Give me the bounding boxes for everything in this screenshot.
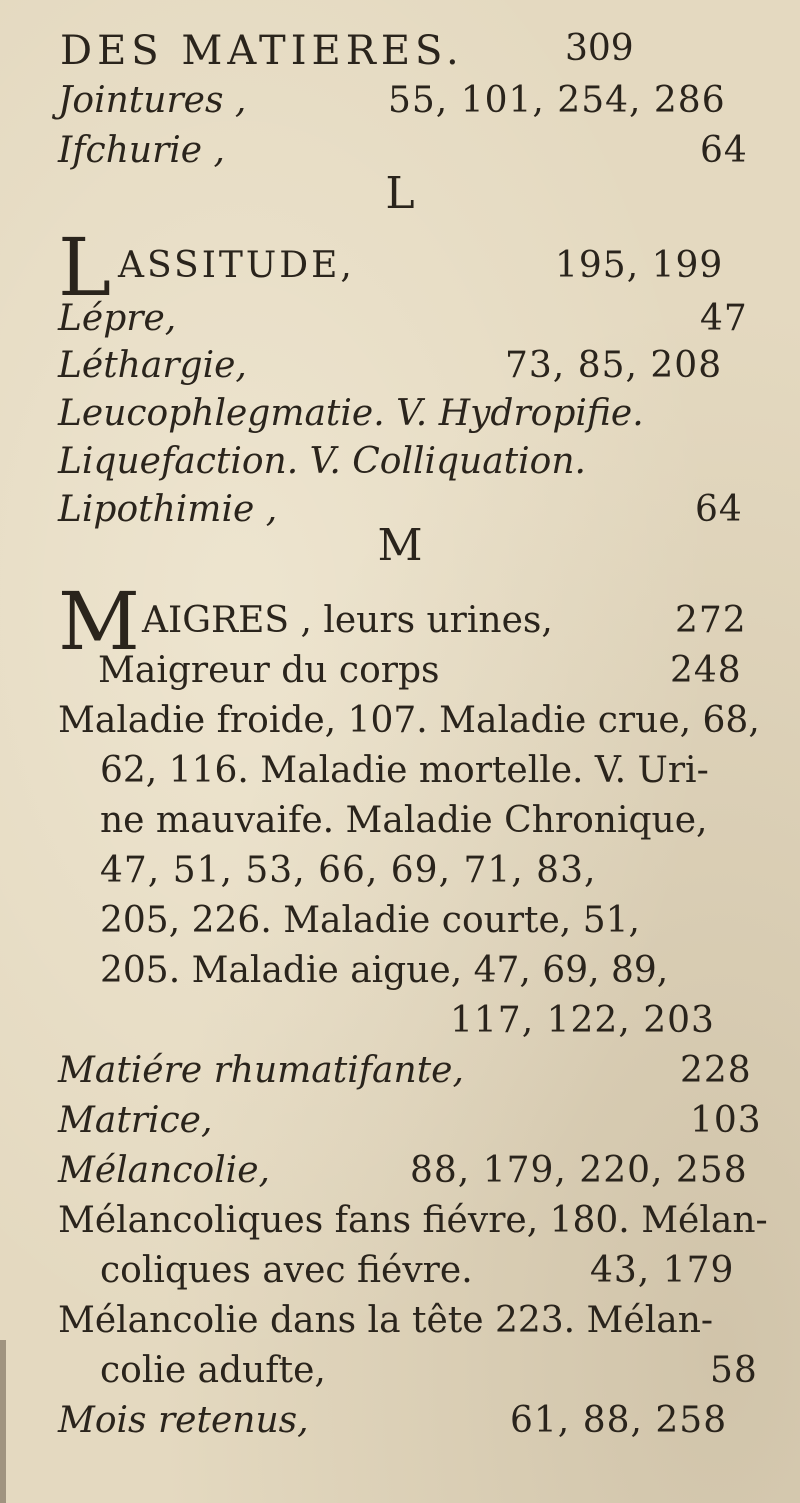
index-line: 205. Maladie aigue, 47, 69, 89, <box>100 950 669 991</box>
index-refs: 117, 122, 203 <box>450 1000 715 1041</box>
index-refs: 248 <box>670 650 742 691</box>
index-term: ASSITUDE, <box>118 245 355 286</box>
index-refs: 64 <box>695 489 743 530</box>
index-term: Maigreur du corps <box>98 650 440 691</box>
drop-cap: M <box>58 575 140 668</box>
index-term: Liquefaction. V. Colliquation. <box>58 441 586 482</box>
index-term: Matiére rhumatifante, <box>58 1050 464 1091</box>
index-term: Ifchurie , <box>58 130 225 171</box>
index-refs: 272 <box>675 600 747 641</box>
index-refs: 58 <box>710 1350 758 1391</box>
index-refs: 103 <box>690 1100 762 1141</box>
index-refs: 43, 179 <box>590 1250 735 1291</box>
index-term: Léthargie, <box>58 345 247 386</box>
index-term: Mélancolie, <box>58 1150 270 1191</box>
index-line: ne mauvaife. Maladie Chronique, <box>100 800 708 841</box>
index-line: Mélancolie dans la tête 223. Mélan- <box>58 1300 714 1341</box>
section-letter: M <box>377 520 423 571</box>
index-term: Leucophlegmatie. V. Hydropifie. <box>58 393 644 434</box>
index-line: Maladie froide, 107. Maladie crue, 68, <box>58 700 760 741</box>
index-refs: 195, 199 <box>555 245 724 286</box>
index-line: colie adufte, <box>100 1350 326 1391</box>
index-term: Lépre, <box>58 298 177 339</box>
index-refs: 64 <box>700 130 748 171</box>
index-refs: 228 <box>680 1050 752 1091</box>
index-term: Jointures , <box>58 80 247 121</box>
index-line: 47, 51, 53, 66, 69, 71, 83, <box>100 850 597 891</box>
index-refs: 47 <box>700 298 748 339</box>
drop-cap: L <box>58 221 112 314</box>
index-refs: 73, 85, 208 <box>505 345 723 386</box>
index-line: coliques avec fiévre. <box>100 1250 473 1291</box>
index-refs: 88, 179, 220, 258 <box>410 1150 748 1191</box>
index-term: Matrice, <box>58 1100 213 1141</box>
running-header: DES MATIERES. <box>60 28 464 74</box>
index-term: AIGRES , leurs urines, <box>142 600 553 641</box>
page-number: 309 <box>565 28 634 69</box>
page-edge-shadow <box>0 1340 6 1503</box>
index-line: 62, 116. Maladie mortelle. V. Uri- <box>100 750 709 791</box>
index-refs: 61, 88, 258 <box>510 1400 728 1441</box>
index-term: Mois retenus, <box>58 1400 309 1441</box>
section-letter: L <box>385 168 415 219</box>
index-refs: 55, 101, 254, 286 <box>388 80 726 121</box>
index-line: Mélancoliques fans fiévre, 180. Mélan- <box>58 1200 768 1241</box>
index-line: 205, 226. Maladie courte, 51, <box>100 900 640 941</box>
index-term: Lipothimie , <box>58 489 278 530</box>
